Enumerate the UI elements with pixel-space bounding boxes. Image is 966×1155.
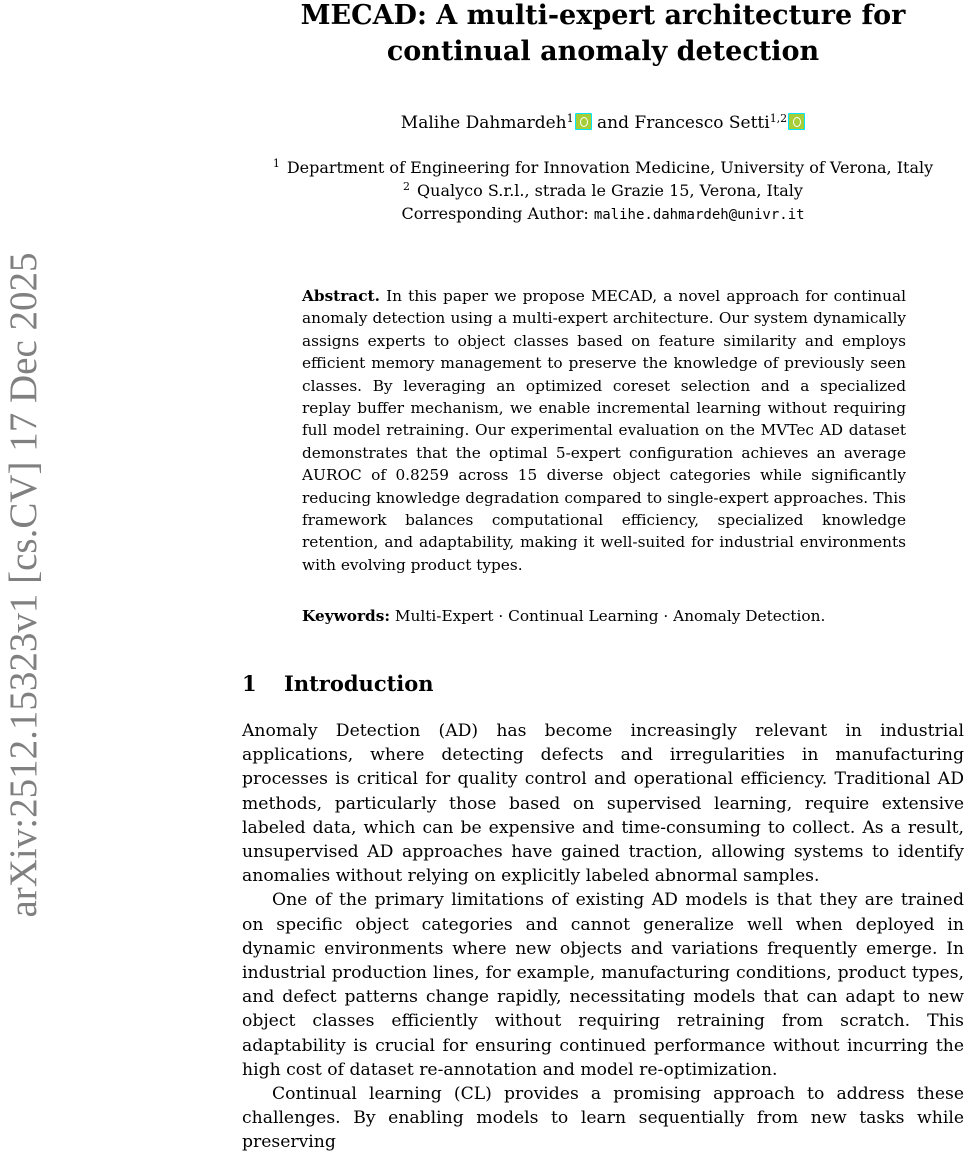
affiliations — [250, 156, 956, 227]
author-name-2: Francesco Setti — [634, 113, 770, 133]
affiliation-2-mark: 2 — [403, 180, 411, 193]
arxiv-identifier-text: arXiv:2512.15323v1 [cs.CV] 17 Dec 2025 — [2, 252, 45, 918]
author-list — [250, 111, 956, 135]
paragraph: Continual learning (CL) provides a promising approach to address these challenges. By enabling models to learn sequentially from new tasks while preserving — [242, 1084, 964, 1153]
author-1-affiliation-mark: 1 — [566, 112, 574, 125]
abstract-label: Abstract. — [302, 287, 380, 305]
paper-title-line-1: MECAD: A multi-expert architecture for — [300, 0, 906, 31]
introduction-body — [242, 719, 964, 1155]
paragraph: Anomaly Detection (AD) has become increasingly relevant in industrial applications, where detecting defects and irregularities in manufacturing processes is critical for quality control and operational efficiency. Traditional AD methods, particularly those based on supervised learning, require extensive labeled data, which can be expensive and time-consuming to collect. As a result, unsupervised AD approaches have gained traction, allowing systems to identify anomalies without relying on explicitly labeled abnormal samples. — [242, 721, 964, 887]
paper-title-line-2: continual anomaly detection — [386, 36, 820, 67]
paper-title — [250, 0, 956, 70]
section-heading-introduction — [242, 670, 434, 698]
affiliation-2 — [250, 179, 956, 202]
section-number: 1 — [242, 671, 257, 696]
affiliation-1-text: Department of Engineering for Innovation Medicine, University of Verona, Italy — [286, 158, 934, 177]
keywords-label: Keywords: — [302, 607, 390, 625]
author-2-affiliation-mark: 1,2 — [769, 112, 788, 125]
affiliation-2-text: Qualyco S.r.l., strada le Grazie 15, Verona, Italy — [417, 181, 803, 200]
corresponding-author-label: Corresponding Author: — [401, 204, 594, 223]
corresponding-author — [250, 202, 956, 227]
author-connector: and — [591, 113, 635, 133]
section-title: Introduction — [284, 671, 434, 696]
abstract-text: In this paper we propose MECAD, a novel approach for continual anomaly detection using a multi-expert architecture. Our system dynamically assigns experts to object classes based on feature similarity and employs efficient memory management to preserve the knowledge of previously seen classes. By leveraging an optimized coreset selection and a specialized replay buffer mechanism, we enable incremental learning without requiring full model retraining. Our experimental evaluation on the MVTec AD dataset demonstrates that the optimal 5-expert configuration achieves an average AUROC of 0.8259 across 15 diverse object categories while significantly reducing knowledge degradation compared to single-expert approaches. This framework balances computational efficiency, specialized knowledge retention, and adaptability, making it well-suited for industrial environments with evolving product types. — [302, 287, 906, 574]
abstract — [302, 285, 906, 576]
paragraph: One of the primary limitations of existing AD models is that they are trained on specific object categories and cannot generalize well when deployed in dynamic environments where new objects and variations frequently emerge. In industrial production lines, for example, manufacturing conditions, product types, and defect patterns change rapidly, necessitating models that can adapt to new object classes efficiently without requiring retraining from scratch. This adaptability is crucial for ensuring continued performance without incurring the high cost of dataset re-annotation and model re-optimization. — [242, 890, 964, 1080]
keywords-text: Multi-Expert · Continual Learning · Anomaly Detection. — [394, 607, 826, 625]
arxiv-identifier-stamp — [0, 0, 46, 1145]
keywords — [302, 605, 906, 627]
orcid-icon[interactable] — [788, 113, 805, 130]
corresponding-author-email[interactable]: malihe.dahmardeh@univr.it — [593, 207, 805, 223]
affiliation-1-mark: 1 — [272, 157, 280, 170]
author-name-1: Malihe Dahmardeh — [400, 113, 567, 133]
affiliation-1 — [250, 156, 956, 179]
orcid-icon[interactable] — [575, 113, 592, 130]
